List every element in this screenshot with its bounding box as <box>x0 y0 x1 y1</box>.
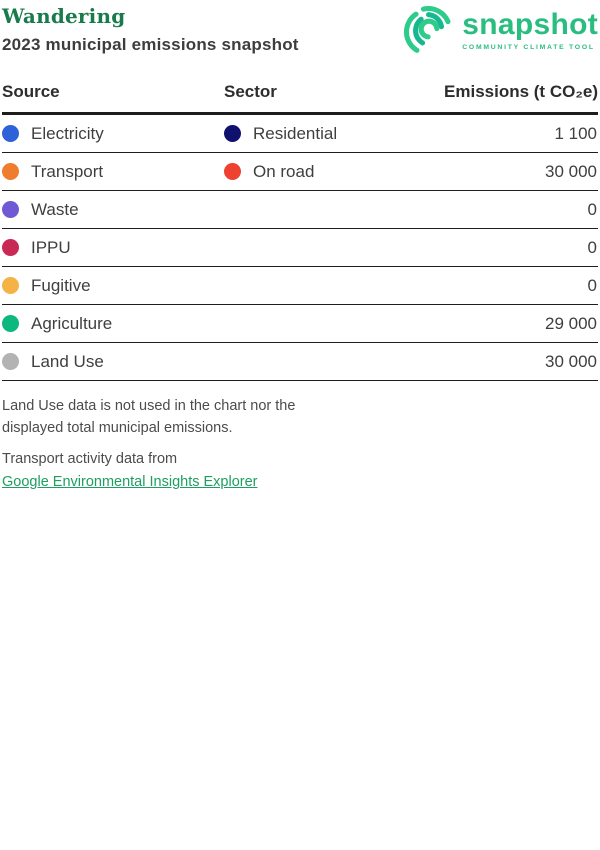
column-header-source: Source <box>2 82 60 101</box>
emissions-table <box>2 76 598 381</box>
sector-cell <box>224 239 588 256</box>
logo-tagline: COMMUNITY CLIMATE TOOL <box>462 44 595 51</box>
emissions-value: 0 <box>587 275 597 295</box>
table-row-fugitive <box>2 267 598 305</box>
source-color-dot <box>2 125 19 142</box>
source-label: Fugitive <box>31 275 91 295</box>
transport-note-text: Transport activity data from <box>2 451 178 468</box>
source-color-dot <box>2 315 19 332</box>
source-color-dot <box>2 277 19 294</box>
sector-label: On road <box>253 161 315 181</box>
table-row-ippu <box>2 229 598 267</box>
source-cell <box>2 238 224 258</box>
source-label: IPPU <box>31 237 71 257</box>
source-color-dot <box>2 163 19 180</box>
title-block <box>2 2 299 55</box>
emissions-value: 0 <box>587 199 597 219</box>
sector-label: Residential <box>253 123 338 143</box>
source-cell <box>2 352 224 372</box>
sector-color-dot <box>224 125 241 142</box>
emissions-value: 30 000 <box>545 351 597 371</box>
snapshot-logo <box>403 4 598 54</box>
spiral-arcs-icon <box>403 4 455 54</box>
sector-cell <box>224 201 588 218</box>
sector-cell <box>224 315 545 332</box>
sector-cell <box>224 162 545 182</box>
source-color-dot <box>2 353 19 370</box>
page-subtitle: 2023 municipal emissions snapshot <box>2 35 299 54</box>
sector-color-dot <box>224 353 241 370</box>
source-cell <box>2 200 224 220</box>
emissions-value: 30 000 <box>545 161 597 181</box>
source-label: Agriculture <box>31 313 113 333</box>
source-cell <box>2 276 224 296</box>
sector-color-dot <box>224 239 241 256</box>
sector-color-dot <box>224 315 241 332</box>
sector-color-dot <box>224 277 241 294</box>
sector-cell <box>224 124 554 144</box>
source-color-dot <box>2 239 19 256</box>
logo-wordmark: snapshot <box>462 8 598 41</box>
table-row-waste <box>2 191 598 229</box>
sector-color-dot <box>224 163 241 180</box>
sector-color-dot <box>224 201 241 218</box>
page-header <box>2 2 598 55</box>
sector-cell <box>224 277 588 294</box>
table-row-land-use <box>2 343 598 381</box>
table-row-agriculture <box>2 305 598 343</box>
table-row-transport <box>2 153 598 191</box>
column-header-sector: Sector <box>224 82 277 101</box>
logo-text-block <box>462 10 598 51</box>
emissions-value: 29 000 <box>545 313 597 333</box>
land-use-note: Land Use data is not used in the chart nor the displayed total municipal emissions. <box>2 398 296 437</box>
source-cell <box>2 162 224 182</box>
emissions-value: 0 <box>587 237 597 257</box>
table-header-row <box>2 76 598 115</box>
google-eie-link[interactable]: Google Environmental Insights Explorer <box>2 474 258 491</box>
source-label: Land Use <box>31 351 104 371</box>
column-header-emissions: Emissions (t CO₂e) <box>444 82 598 101</box>
table-row-electricity <box>2 115 598 153</box>
sector-cell <box>224 353 545 370</box>
source-color-dot <box>2 201 19 218</box>
source-label: Electricity <box>31 123 104 143</box>
source-cell <box>2 314 224 334</box>
source-label: Waste <box>31 199 79 219</box>
transport-data-note <box>2 448 598 493</box>
emissions-value: 1 100 <box>554 123 597 143</box>
source-cell <box>2 124 224 144</box>
source-label: Transport <box>31 161 104 181</box>
municipality-title: Wandering <box>2 4 126 28</box>
